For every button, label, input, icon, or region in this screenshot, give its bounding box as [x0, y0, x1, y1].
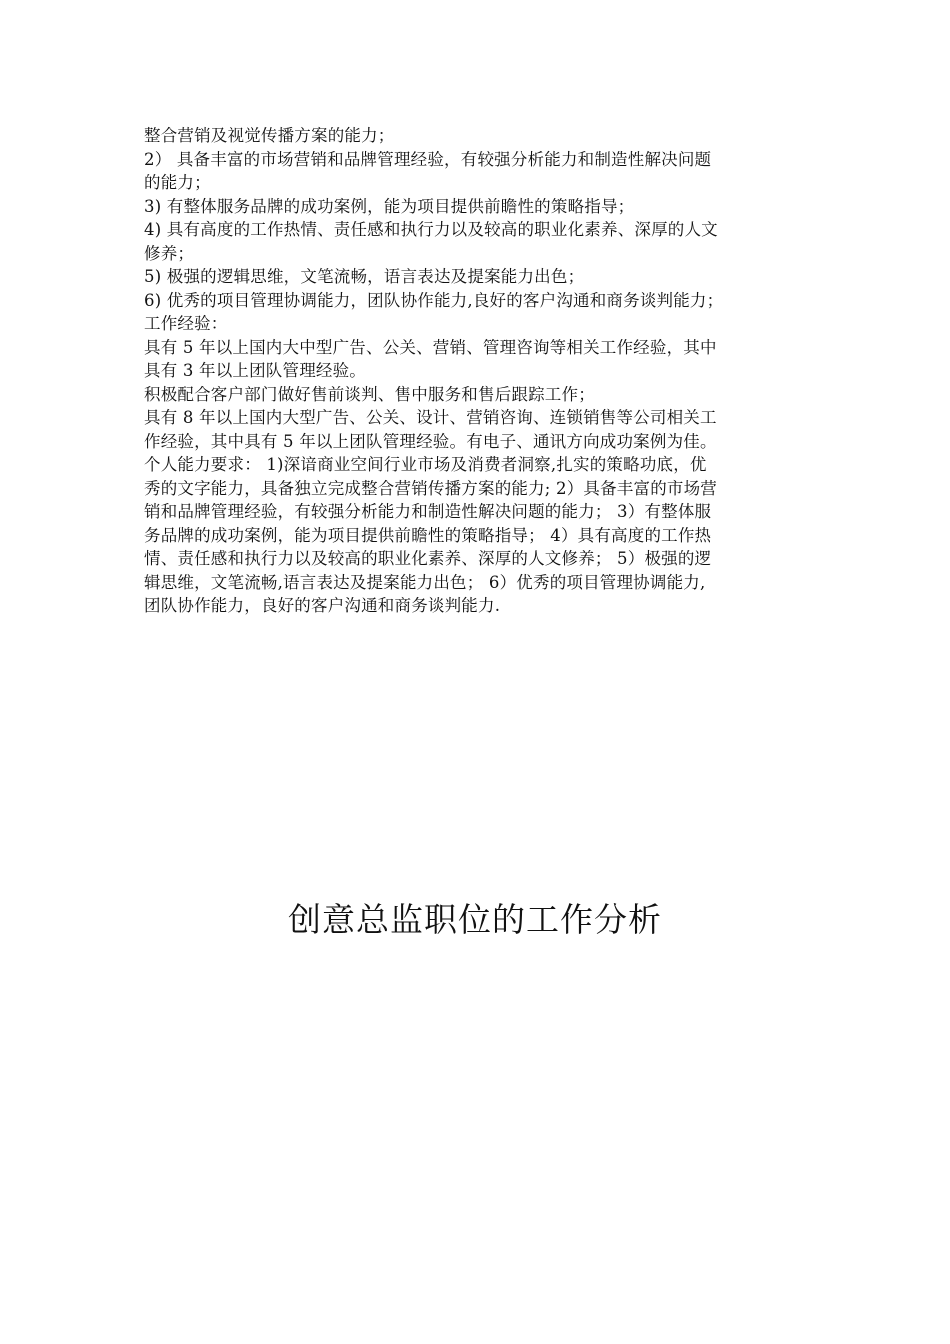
text-line: 3) 有整体服务品牌的成功案例，能为项目提供前瞻性的策略指导； — [144, 196, 635, 216]
text-line: 情、责任感和执行力以及较高的职业化素养、深厚的人文修养； 5）极强的逻 — [144, 549, 712, 568]
text-line: 具有 3 年以上团队管理经验。 — [144, 361, 366, 380]
text-line: 务品牌的成功案例，能为项目提供前瞻性的策略指导； 4）具有高度的工作热 — [144, 525, 712, 545]
text-line: 整合营销及视觉传播方案的能力； — [144, 126, 395, 145]
text-line: 4) 具有高度的工作热情、责任感和执行力以及较高的职业化素养、深厚的人文 — [144, 220, 718, 239]
text-line: 5) 极强的逻辑思维，文笔流畅，语言表达及提案能力出色； — [144, 267, 585, 286]
section-heading: 创意总监职位的工作分析 — [288, 900, 662, 939]
text-line: 秀的文字能力，具备独立完成整合营销传播方案的能力; 2）具备丰富的市场营 — [144, 478, 718, 498]
text-line: 作经验，其中具有 5 年以上团队管理经验。有电子、通讯方向成功案例为佳。 — [144, 431, 717, 451]
body-text — [144, 124, 808, 618]
text-line: 2） 具备丰富的市场营销和品牌管理经验，有较强分析能力和制造性解决问题 — [144, 149, 712, 169]
text-line: 积极配合客户部门做好售前谈判、售中服务和售后跟踪工作； — [144, 384, 595, 404]
text-line: 工作经验： — [144, 314, 228, 333]
text-line: 团队协作能力，良好的客户沟通和商务谈判能力. — [144, 596, 501, 615]
text-line: 个人能力要求： 1)深谙商业空间行业市场及消费者洞察,扎实的策略功底，优 — [144, 455, 707, 474]
text-line: 6) 优秀的项目管理协调能力，团队协作能力,良好的客户沟通和商务谈判能力； — [144, 290, 724, 310]
text-line: 修养； — [144, 243, 195, 263]
text-line: 销和品牌管理经验，有较强分析能力和制造性解决问题的能力； 3）有整体服 — [144, 502, 712, 521]
text-line: 的能力； — [144, 173, 211, 192]
text-line: 具有 5 年以上国内大中型广告、公关、营销、管理咨询等相关工作经验，其中 — [144, 337, 717, 357]
text-line: 具有 8 年以上国内大型广告、公关、设计、营销咨询、连锁销售等公司相关工 — [144, 408, 717, 427]
text-line: 辑思维，文笔流畅,语言表达及提案能力出色； 6）优秀的项目管理协调能力, — [144, 572, 706, 592]
